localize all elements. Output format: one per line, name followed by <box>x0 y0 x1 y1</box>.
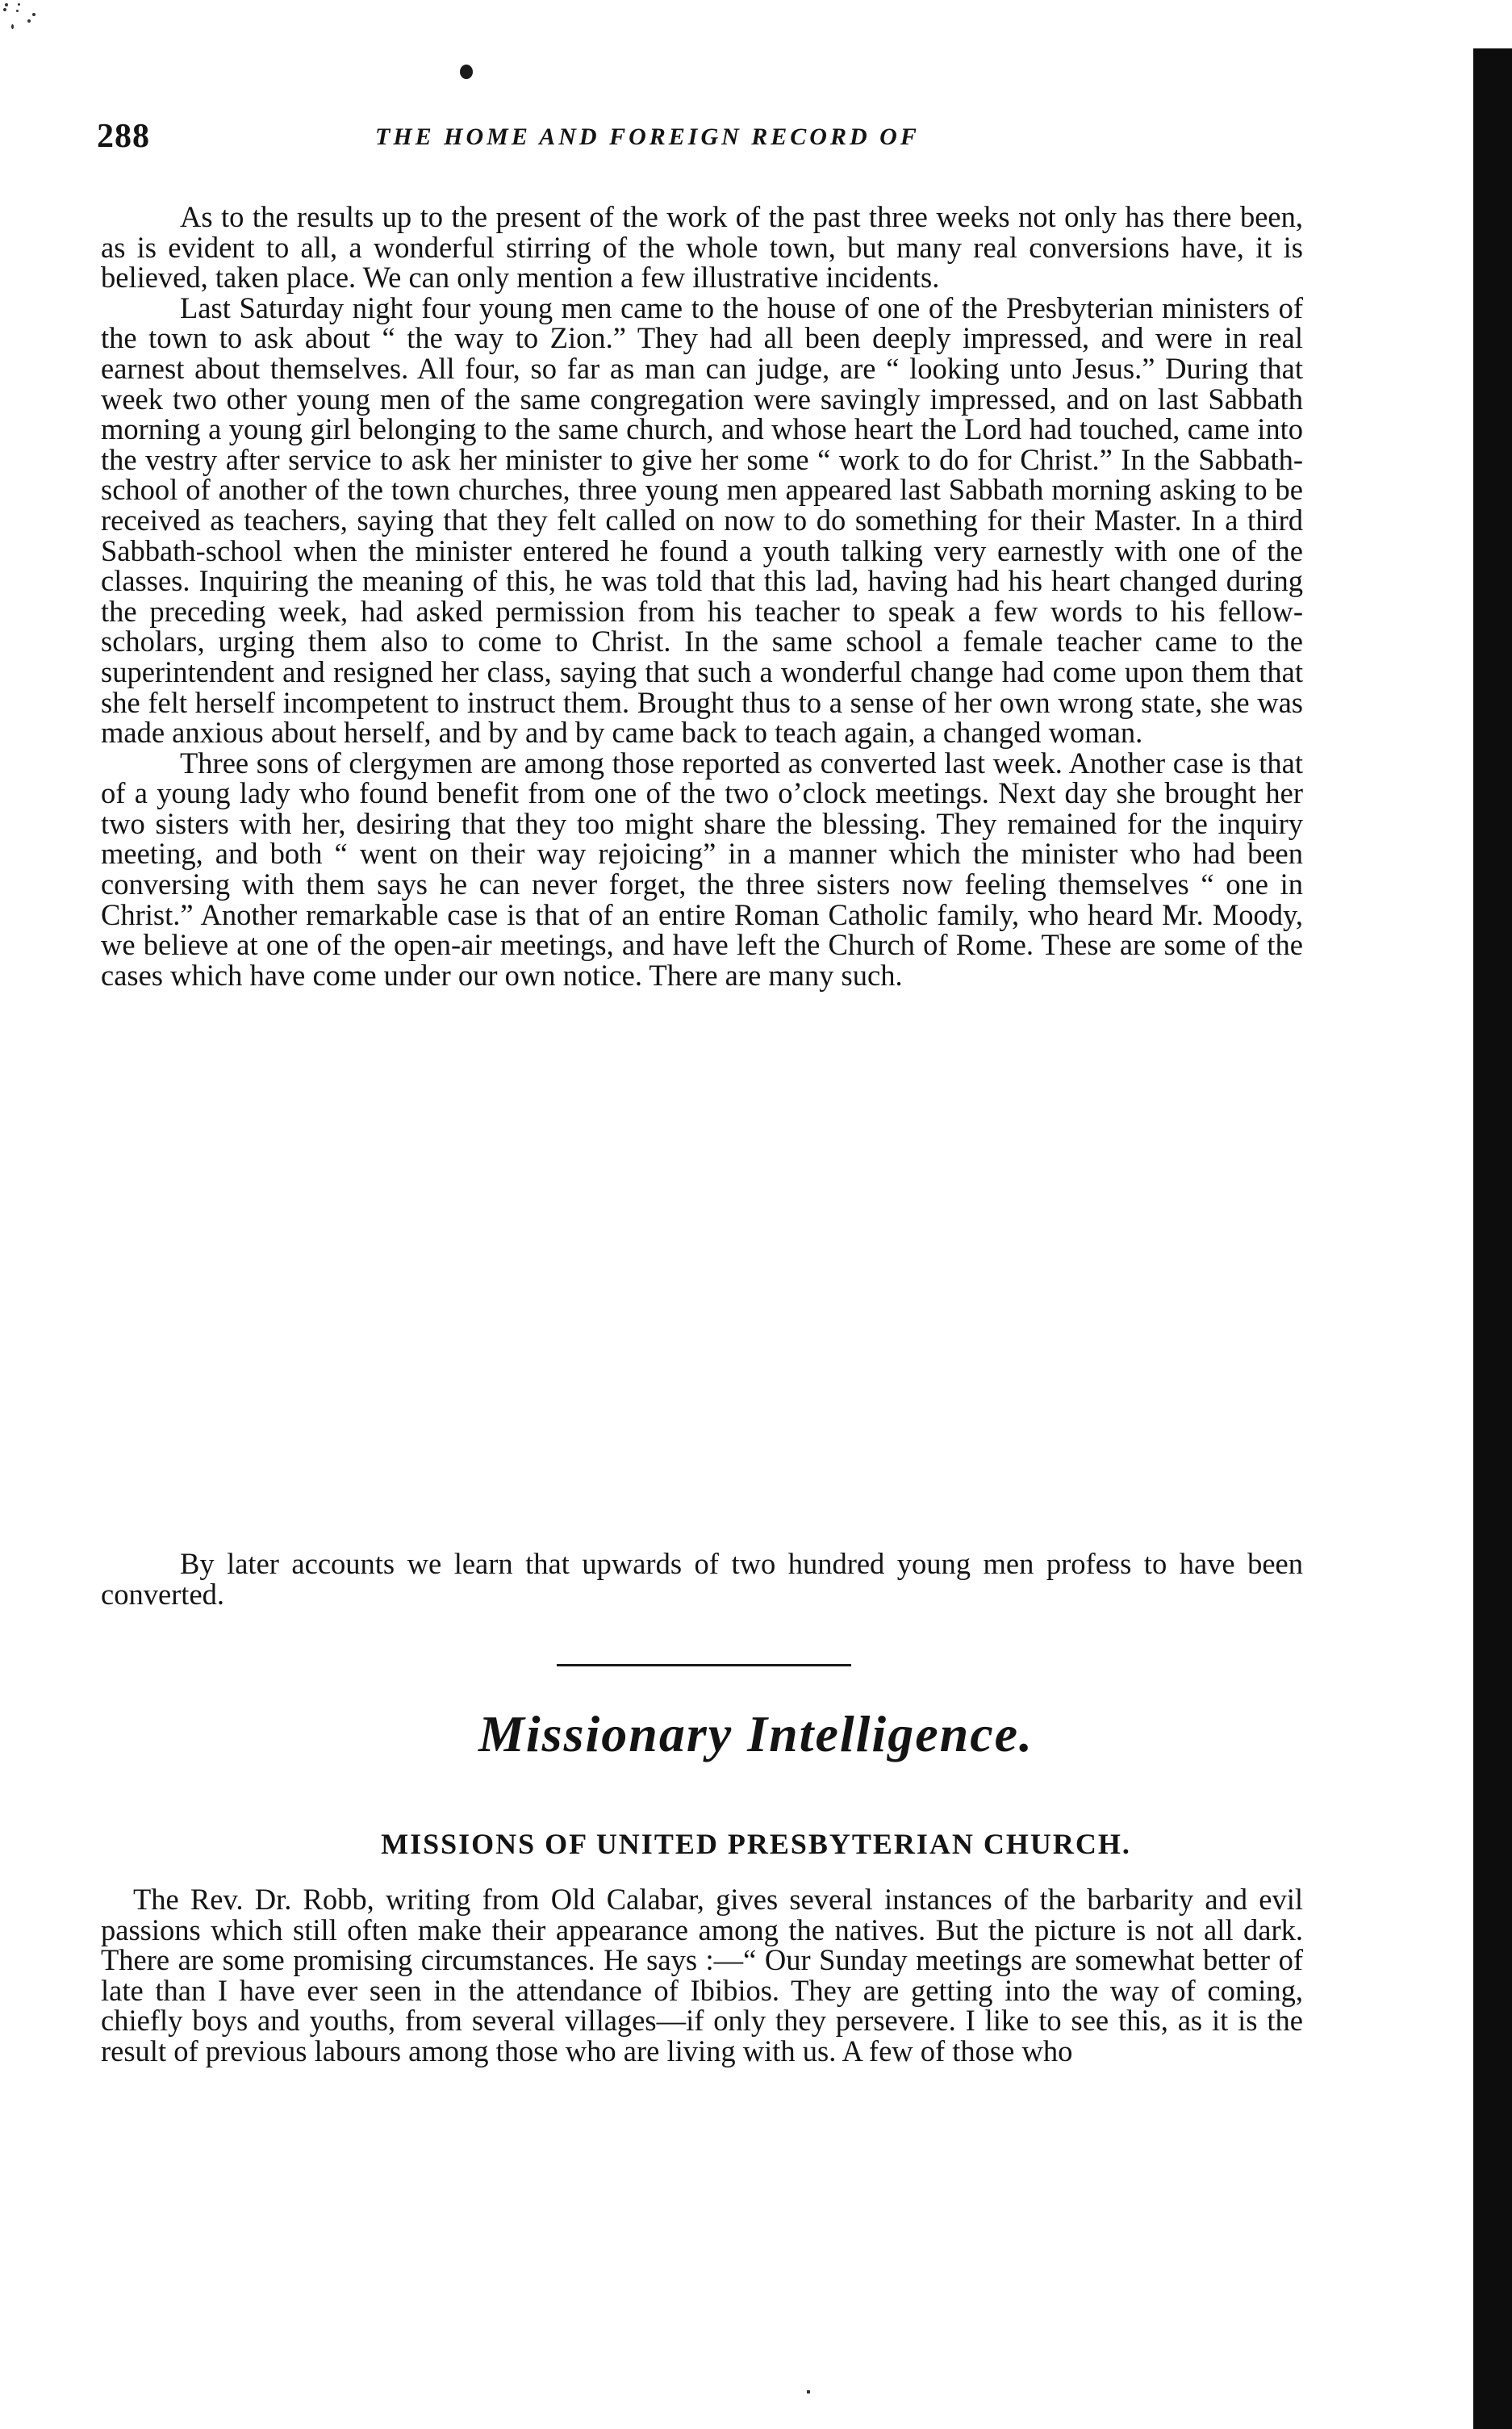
subsection-heading: MISSIONS OF UNITED PRESBYTERIAN CHURCH. <box>381 1828 1131 1860</box>
closing-paragraph: By later accounts we learn that upwards of two hundred young men profess to have been converted. <box>101 1547 1303 1611</box>
scan-spine-edge <box>1473 48 1512 2429</box>
section-divider <box>557 1664 851 1666</box>
article-body <box>101 202 1303 990</box>
paragraph: The Rev. Dr. Robb, writing from Old Calabar, gives several instances of the barbarity and evil passions which still often make their appearance among the natives. But the picture is not all dark. There are some promising circumstances. He says :—“ Our Sunday meetings are somewhat better of late than I have ever seen in the attendance of Ibibios. They are getting into the way of coming, chiefly boys and youths, from several villages—if only they persevere. I like to see this, as it is the result of previous labours among those who are living with us. A few of those who <box>101 1883 1303 2067</box>
page-number: 288 <box>97 118 150 155</box>
paragraph: Three sons of clergymen are among those reported as converted last week. Another case is that of a young lady who found benefit from one of the two o’clock meetings. Next day she brought her two sisters with her, desiring that they too might share the blessing. They remained for the inquiry meeting, and both “ went on their way rejoicing” in a manner which the minister who had been conversing with them says he can never forget, the three sisters now feeling themselves “ one in Christ.” Another remarkable case is that of an entire Roman Catholic family, who heard Mr. Moody, we believe at one of the open-air meetings, and have left the Church of Rome. These are some of the cases which have come under our own notice. There are many such. <box>101 746 1303 992</box>
scan-specks <box>0 32 48 65</box>
missions-body <box>101 1884 1303 2067</box>
running-header: THE HOME AND FOREIGN RECORD OF <box>375 123 920 150</box>
ink-dot <box>460 65 473 79</box>
section-title: Missionary Intelligence. <box>478 1705 1034 1762</box>
ink-speck <box>807 2390 810 2393</box>
scan-specks <box>0 0 65 32</box>
closing-block <box>101 1549 1303 1609</box>
paragraph: Last Saturday night four young men came to the house of one of the Presbyterian ministers of the town to ask about “ the way to Zion.” They had all been deeply impressed, and were in real earnest about themselves. All four, so far as man can judge, are “ looking unto Jesus.” During that week two other young men of the same congregation were savingly impressed, and on last Sabbath morning a young girl belonging to the same church, and whose heart the Lord had touched, came into the vestry after service to ask her minister to give her some “ work to do for Christ.” In the Sabbath-school of another of the town churches, three young men appeared last Sabbath morning asking to be received as teachers, saying that they felt called on now to do something for their Master. In a third Sabbath-school when the minister entered he found a youth talking very earnestly with one of the classes. Inquiring the meaning of this, he was told that this lad, having had his heart changed during the preceding week, had asked permission from his teacher to speak a few words to his fellow-scholars, urging them also to come to Christ. In the same school a female teacher came to the superintendent and resigned her class, saying that such a wonderful change had come upon them that she felt herself incompetent to instruct them. Brought thus to a sense of her own wrong state, she was made anxious about herself, and by and by came back to teach again, a changed woman. <box>101 291 1303 750</box>
paragraph: As to the results up to the present of the work of the past three weeks not only has there been, as is evident to all, a wonderful stirring of the whole town, but many real conversions have, it is believed, taken place. We can only mention a few illustrative incidents. <box>101 200 1303 295</box>
